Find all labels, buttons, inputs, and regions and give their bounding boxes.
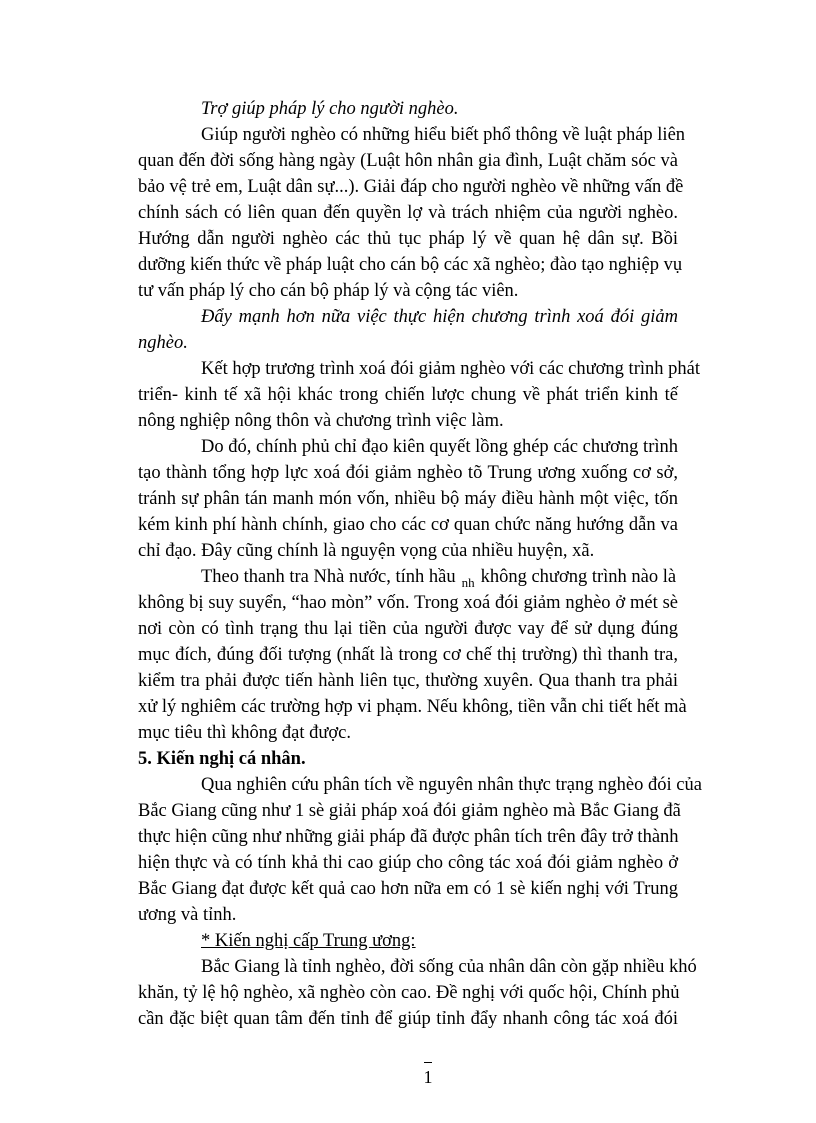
paragraph-line: tạo thành tổng hợp lực xoá đói giảm nghèo tõ Trung ương xuống cơ sở, [138, 463, 678, 483]
paragraph-line: mục tiêu thì không đạt được. [138, 723, 351, 743]
paragraph-line: Do đó, chính phủ chỉ đạo kiên quyết lồng ghép các chương trình [201, 437, 678, 457]
paragraph-text: Theo thanh tra Nhà nước, tính hầu [201, 567, 456, 587]
page-number-bar [424, 1062, 432, 1063]
subheading-poverty-program-cont: nghèo. [138, 333, 188, 353]
paragraph-line: quan đến đời sống hàng ngày (Luật hôn nhân gia đình, Luật chăm sóc và [138, 151, 678, 171]
paragraph-line: kém kinh phí hành chính, giao cho các cơ quan chức năng hướng dẫn va [138, 515, 678, 535]
inline-fragment: nh [461, 575, 475, 590]
paragraph-line-inspection [201, 564, 678, 590]
paragraph-line: Bắc Giang đạt được kết quả cao hơn nữa em có 1 sè kiến nghị với Trung [138, 879, 678, 899]
paragraph-line: Bắc Giang là tỉnh nghèo, đời sống của nhân dân còn gặp nhiều khó [201, 957, 697, 977]
paragraph-line: dưỡng kiến thức về pháp luật cho cán bộ các xã nghèo; đào tạo nghiệp vụ [138, 255, 683, 275]
paragraph-line: tư vấn pháp lý cho cán bộ pháp lý và cộng tác viên. [138, 281, 519, 301]
paragraph-line: Kết hợp trương trình xoá đói giảm nghèo với các chương trình phát [201, 359, 700, 379]
paragraph-line: tránh sự phân tán manh món vốn, nhiều bộ máy điều hành một việc, tốn [138, 489, 678, 509]
paragraph-line: Bắc Giang cũng như 1 sè giải pháp xoá đói giảm nghèo mà Bắc Giang đã [138, 801, 681, 821]
paragraph-line: không bị suy suyển, “hao mòn” vốn. Trong xoá đói giảm nghèo ở mét sè [138, 593, 678, 613]
paragraph-line: ương và tỉnh. [138, 905, 237, 925]
paragraph-line: nơi còn có tình trạng thu lại tiền của người được vay để sử dụng đúng [138, 619, 678, 639]
paragraph-line: xử lý nghiêm các trường hợp vi phạm. Nếu không, tiền vẫn chi tiết hết mà [138, 697, 687, 717]
paragraph-line: chính sách có liên quan đến quyền lợ và trách nhiệm của người nghèo. [138, 203, 678, 223]
paragraph-line: thực hiện cũng như những giải pháp đã được phân tích trên đây trở thành [138, 827, 679, 847]
subheading-legal-aid: Trợ giúp pháp lý cho người nghèo. [201, 99, 459, 119]
paragraph-line: Qua nghiên cứu phân tích về nguyên nhân thực trạng nghèo đói của [201, 775, 702, 795]
paragraph-line: Hướng dẫn người nghèo các thủ tục pháp lý về quan hệ dân sự. Bồi [138, 229, 678, 249]
paragraph-line: hiện thực và có tính khả thi cao giúp cho công tác xoá đói giảm nghèo ở [138, 853, 678, 873]
paragraph-line: Giúp người nghèo có những hiểu biết phổ thông về luật pháp liên [201, 125, 686, 145]
page-number: 1 [423, 1067, 433, 1087]
subheading-central-recommendation [201, 928, 678, 954]
paragraph-line: kiểm tra phải được tiến hành liên tục, thường xuyên. Qua thanh tra phải [138, 671, 678, 691]
paragraph-line: nông nghiệp nông thôn và chương trình việc làm. [138, 411, 504, 431]
subheading-poverty-program: Đẩy mạnh hơn nữa việc thực hiện chương trình xoá đói giảm [201, 307, 678, 327]
paragraph-line: triển- kinh tế xã hội khác trong chiến lược chung về phát triển kinh tế [138, 385, 678, 405]
section-heading: 5. Kiến nghị cá nhân. [138, 749, 306, 769]
paragraph-line: chỉ đạo. Đây cũng chính là nguyện vọng của nhiều huyện, xã. [138, 541, 595, 561]
paragraph-text: không chương trình nào là [480, 567, 677, 587]
paragraph-line: bảo vệ trẻ em, Luật dân sự...). Giải đáp cho người nghèo về những vấn đề [138, 177, 684, 197]
paragraph-line: mục đích, đúng đối tượng (nhất là trong cơ chế thị trường) thì thanh tra, [138, 645, 678, 665]
underlined-subheading: * Kiến nghị cấp Trung ương: [201, 931, 416, 951]
paragraph-line: khăn, tỷ lệ hộ nghèo, xã nghèo còn cao. Đề nghị với quốc hội, Chính phủ [138, 983, 680, 1003]
paragraph-line: cần đặc biệt quan tâm đến tỉnh để giúp tỉnh đẩy nhanh công tác xoá đói [138, 1009, 678, 1029]
